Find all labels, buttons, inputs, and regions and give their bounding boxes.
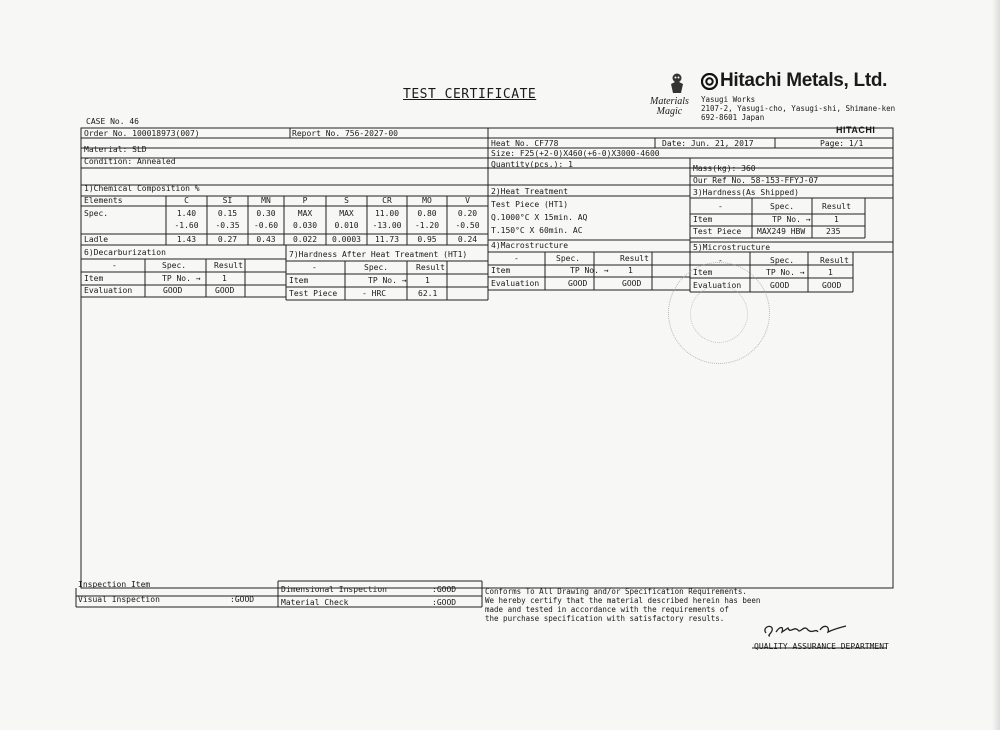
hardness-ship-result-header: Result: [822, 202, 851, 211]
hardness-ship-item: Item: [693, 215, 713, 224]
decarb-spec-header: Spec.: [162, 261, 187, 270]
materials-magic-logo: Materials Magic: [650, 96, 689, 117]
hardness-ht-title: 7)Hardness After Heat Treatment (HT1): [289, 250, 468, 259]
chem-spec-min-0: 1.40: [176, 209, 197, 218]
order-number: Order No. 100018973(007): [84, 129, 200, 138]
chem-spec-min-7: 0.20: [457, 209, 478, 218]
hardness-ht-item: Item: [289, 276, 309, 285]
chem-row-label-elements: Elements: [84, 196, 123, 205]
micro-spec-header: Spec.: [770, 256, 795, 265]
chem-spec-max-7: -0.50: [455, 221, 480, 230]
micro-result-header: Result: [820, 256, 849, 265]
company-seal-inner-ring: [690, 285, 748, 343]
chem-spec-max-3: 0.030: [292, 221, 318, 230]
page-number: Page: 1/1: [820, 139, 864, 148]
chem-ladle-1: 0.27: [217, 235, 238, 244]
micro-result-value: GOOD: [822, 281, 842, 290]
hardness-ship-result-value: 235: [826, 227, 841, 236]
material-check-label: Material Check: [281, 598, 349, 607]
heat-section-title: 2)Heat Treatment: [491, 187, 569, 196]
chem-spec-max-0: -1.60: [174, 221, 199, 230]
address-line-2: 692-8601 Japan: [701, 113, 765, 122]
company-name: Hitachi Metals, Ltd.: [720, 70, 888, 91]
chem-element-4: S: [344, 196, 349, 205]
hitachi-circle-logo-icon: [701, 73, 718, 90]
micro-spec-value: GOOD: [770, 281, 790, 290]
address-line-1: 2107-2, Yasugi-cho, Yasugi-shi, Shimane-ken: [701, 104, 896, 113]
conformance-line-1: Conforms To All Drawing and/or Specification Requirements.: [485, 587, 747, 596]
hardness-ship-spec-value: MAX249 HBW: [757, 227, 806, 236]
decarb-dash: -: [112, 261, 117, 270]
micro-tp: TP No. →: [766, 268, 805, 277]
decarb-eval: Evaluation: [84, 286, 133, 295]
chem-spec-min-4: MAX: [339, 209, 354, 218]
conformance-line-3: made and tested in accordance with the requirements of: [485, 605, 729, 614]
chem-element-5: CR: [382, 196, 392, 205]
visual-inspection-value: :GOOD: [230, 595, 255, 604]
condition: Condition: Annealed: [84, 157, 176, 166]
hardness-ht-piece: Test Piece: [289, 289, 338, 298]
chem-spec-min-2: 0.30: [256, 209, 276, 218]
hardness-ship-title: 3)Hardness(As Shipped): [693, 188, 799, 197]
micro-tp-value: 1: [828, 268, 833, 277]
macro-eval: Evaluation: [491, 279, 540, 288]
materials-magic-logo-icon: [669, 72, 685, 94]
macro-result-header: Result: [620, 254, 649, 263]
hitachi-wordmark: HITACHI: [836, 125, 876, 135]
micro-eval: Evaluation: [693, 281, 742, 290]
chem-ladle-0: 1.43: [176, 235, 197, 244]
macro-tp: TP No. →: [570, 266, 609, 275]
chem-spec-min-6: 0.80: [417, 209, 437, 218]
micro-item: Item: [693, 268, 713, 277]
macro-spec-value: GOOD: [568, 279, 588, 288]
hardness-ht-spec-value: - HRC: [362, 289, 387, 298]
hardness-ship-piece: Test Piece: [693, 227, 742, 236]
chem-ladle-4: 0.0003: [332, 235, 361, 244]
mass: Mass(kg): 360: [693, 164, 756, 173]
decarb-tp: TP No. →: [162, 274, 201, 283]
chem-spec-max-2: -0.60: [253, 221, 279, 230]
micro-dash: -: [718, 256, 723, 265]
hardness-ht-tp: TP No. →: [368, 276, 407, 285]
hardness-ship-tp-value: 1: [834, 215, 839, 224]
chem-spec-max-4: 0.010: [334, 221, 359, 230]
quantity: Quantity(pcs.): 1: [491, 160, 573, 169]
hardness-ht-result-header: Result: [416, 263, 445, 272]
chem-spec-max-1: -0.35: [215, 221, 240, 230]
chem-element-1: SI: [222, 196, 233, 205]
chem-ladle-6: 0.95: [417, 235, 437, 244]
chem-element-2: MN: [261, 196, 271, 205]
chem-spec-max-5: -13.00: [372, 221, 402, 230]
material-check-value: :GOOD: [432, 598, 457, 607]
scan-edge-shadow: [992, 0, 1000, 730]
decarb-spec-value: GOOD: [163, 286, 183, 295]
document-title: TEST CERTIFICATE: [403, 87, 537, 102]
macro-item: Item: [491, 266, 511, 275]
inspection-item-label: Inspection Item: [78, 580, 151, 589]
hardness-ht-spec-header: Spec.: [364, 263, 389, 272]
decarb-item: Item: [84, 274, 104, 283]
macro-result-value: GOOD: [622, 279, 642, 288]
dimensional-inspection-value: :GOOD: [432, 585, 457, 594]
chem-ladle-5: 11.73: [374, 235, 400, 244]
signature: [760, 618, 850, 640]
dimensional-inspection-label: Dimensional Inspection: [281, 585, 387, 594]
micro-title: 5)Microstructure: [693, 243, 771, 252]
heat-test-piece: Test Piece (HT1): [491, 200, 569, 209]
macro-tp-value: 1: [628, 266, 633, 275]
visual-inspection-label: Visual Inspection: [78, 595, 160, 604]
qa-department-label: QUALITY ASSURANCE DEPARTMENT: [754, 642, 889, 651]
heat-quench: Q.1000°C X 15min. AQ: [491, 213, 588, 222]
chem-ladle-2: 0.43: [256, 235, 276, 244]
conformance-line-4: the purchase specification with satisfactory results.: [485, 614, 725, 623]
chem-element-3: P: [302, 196, 308, 205]
hardness-ship-tp: TP No. →: [772, 215, 811, 224]
chem-ladle-7: 0.24: [457, 235, 478, 244]
size: Size: F25(+2-0)X460(+6-0)X3000-4600: [491, 149, 660, 158]
chem-element-7: V: [465, 196, 470, 205]
decarb-result-value: GOOD: [215, 286, 235, 295]
hardness-ht-result-value: 62.1: [418, 289, 438, 298]
hardness-ht-dash: -: [312, 263, 317, 272]
report-number: Report No. 756-2027-00: [292, 129, 398, 138]
chem-section-title: 1)Chemical Composition %: [84, 184, 200, 193]
chem-element-0: C: [184, 196, 189, 205]
chem-spec-min-1: 0.15: [217, 209, 238, 218]
hardness-ht-tp-value: 1: [425, 276, 430, 285]
decarb-tp-value: 1: [222, 274, 227, 283]
chem-ladle-3: 0.022: [292, 235, 318, 244]
heat-number: Heat No. CF778: [491, 139, 559, 148]
chem-spec-min-3: MAX: [297, 209, 313, 218]
chem-row-label-ladle: Ladle: [84, 235, 109, 244]
heat-temper: T.150°C X 60min. AC: [491, 226, 583, 235]
chem-spec-min-5: 11.00: [374, 209, 400, 218]
material: Material: SLD: [84, 145, 147, 154]
macro-title: 4)Macrostructure: [491, 241, 569, 250]
chem-row-label-spec: Spec.: [84, 209, 109, 218]
decarb-result-header: Result: [214, 261, 243, 270]
hardness-ship-dash: -: [718, 202, 723, 211]
our-reference-number: Our Ref No. 58-153-FFYJ-07: [693, 176, 819, 185]
certificate-date: Date: Jun. 21, 2017: [662, 139, 754, 148]
works-name: Yasugi Works: [701, 95, 756, 104]
hardness-ship-spec-header: Spec.: [770, 202, 795, 211]
chem-spec-max-6: -1.20: [414, 221, 440, 230]
chem-element-6: MO: [422, 196, 432, 205]
conformance-line-2: We hereby certify that the material described herein has been: [485, 596, 761, 605]
macro-dash: -: [514, 254, 519, 263]
case-number: CASE No. 46: [86, 117, 139, 126]
decarb-title: 6)Decarburization: [84, 248, 166, 257]
macro-spec-header: Spec.: [556, 254, 581, 263]
